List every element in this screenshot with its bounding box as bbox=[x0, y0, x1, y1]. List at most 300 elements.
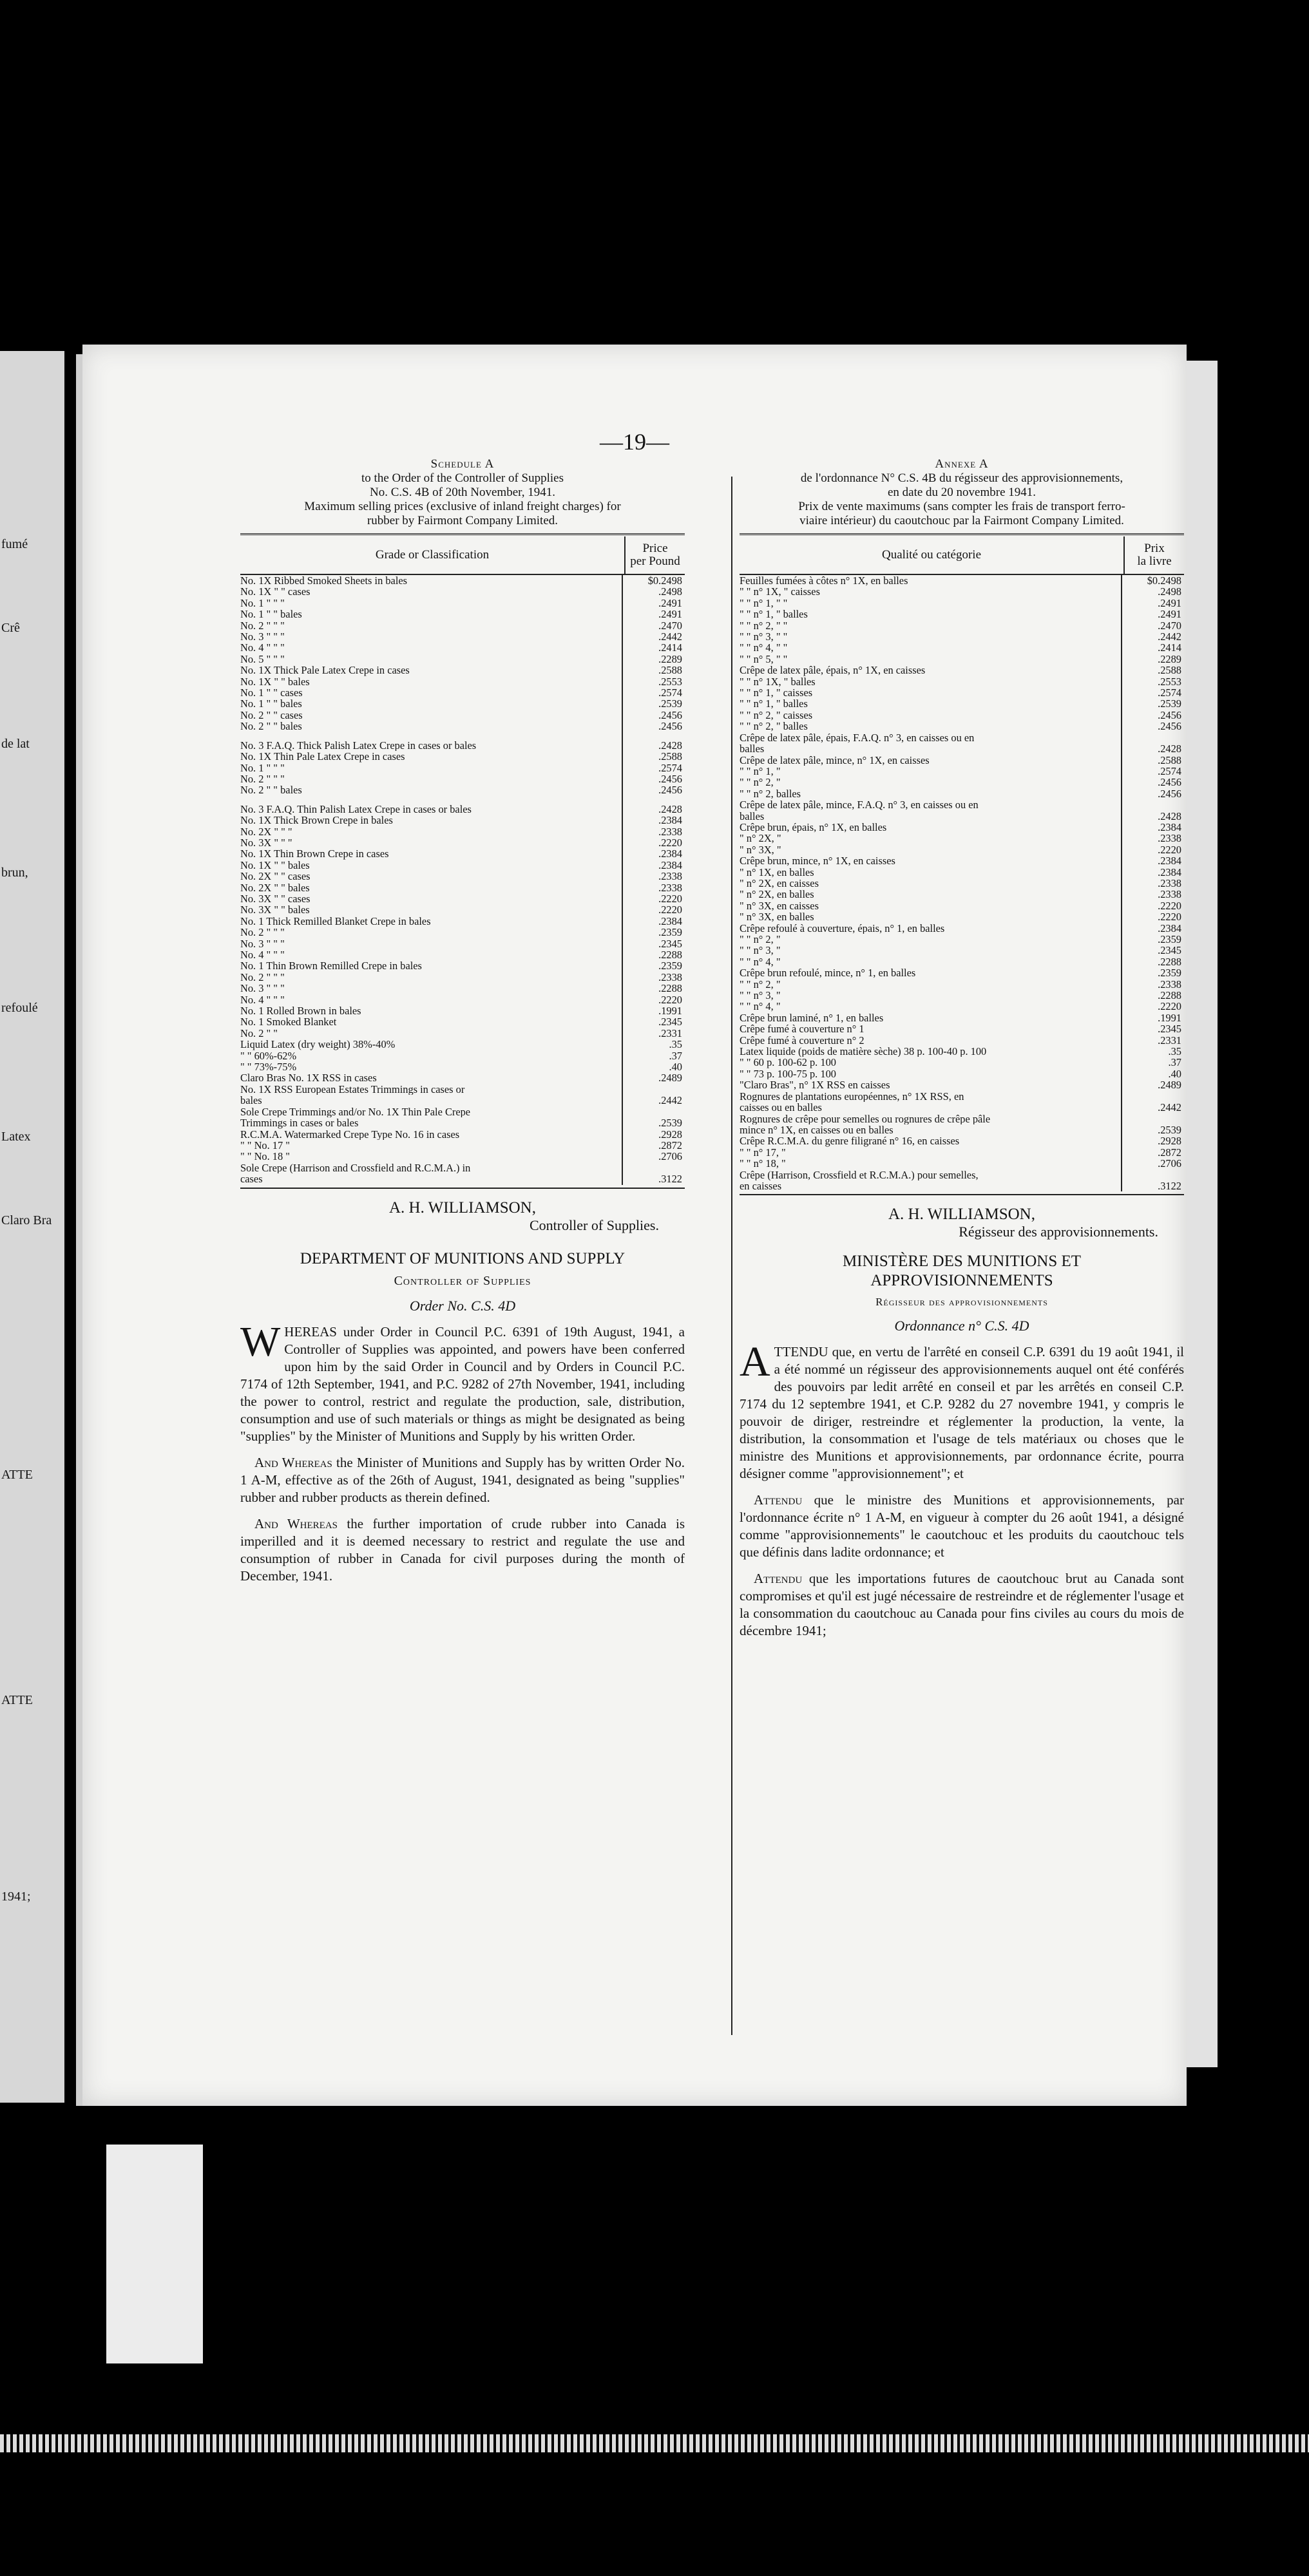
table-row bbox=[240, 721, 685, 732]
price-cell: .2574 bbox=[1122, 766, 1184, 777]
controller-heading: Controller of Supplies bbox=[394, 1273, 531, 1288]
signature-title: Controller of Supplies. bbox=[529, 1217, 659, 1233]
price-cell bbox=[622, 732, 685, 740]
paragraph bbox=[740, 1492, 1184, 1561]
price-table bbox=[240, 575, 685, 1185]
price-cell: .2289 bbox=[1122, 654, 1184, 665]
price-cell: .2539 bbox=[622, 698, 685, 709]
table-row bbox=[240, 893, 685, 904]
table-row bbox=[240, 642, 685, 653]
grade-cell: " " n° 4, " bbox=[740, 1001, 781, 1012]
lead-word: TTENDU bbox=[774, 1344, 828, 1360]
grade-cell: No. 1 " " " bbox=[240, 597, 285, 609]
table-row bbox=[240, 1095, 685, 1106]
price-cell: .37 bbox=[1122, 1057, 1184, 1068]
table-row bbox=[740, 721, 1184, 732]
table-row bbox=[740, 1124, 1184, 1135]
price-cell: .2588 bbox=[1122, 665, 1184, 676]
price-cell: .2338 bbox=[1122, 833, 1184, 844]
table-row bbox=[740, 878, 1184, 889]
table-row bbox=[740, 755, 1184, 766]
grade-cell: " " n° 4, " " bbox=[740, 642, 788, 654]
grade-cell: No. 2 " " cases bbox=[240, 709, 303, 721]
grade-cell: " " n° 18, " bbox=[740, 1158, 786, 1170]
table-row bbox=[740, 855, 1184, 866]
table-row bbox=[740, 1068, 1184, 1079]
table-row bbox=[740, 1180, 1184, 1191]
price-cell: .2359 bbox=[622, 960, 685, 971]
grade-cell: " " 60%-62% bbox=[240, 1050, 297, 1062]
price-cell: .2384 bbox=[622, 848, 685, 859]
price-cell: .2588 bbox=[1122, 755, 1184, 766]
price-cell: .2338 bbox=[1122, 878, 1184, 889]
table-row bbox=[740, 900, 1184, 911]
table-row bbox=[740, 967, 1184, 978]
price-cell bbox=[622, 1162, 685, 1173]
price-cell: .2872 bbox=[1122, 1147, 1184, 1158]
price-cell: .2338 bbox=[1122, 979, 1184, 990]
grade-cell: Crêpe brun laminé, n° 1, en balles bbox=[740, 1012, 884, 1024]
price-cell: .2288 bbox=[1122, 956, 1184, 967]
grade-cell: No. 1X Thick Brown Crepe in bales bbox=[240, 815, 393, 826]
table-row bbox=[240, 960, 685, 971]
table-row bbox=[740, 1035, 1184, 1046]
grade-cell: " " 73%-75% bbox=[240, 1061, 297, 1073]
paper-slip bbox=[106, 2145, 203, 2363]
table-header bbox=[740, 536, 1184, 575]
table-row bbox=[240, 687, 685, 698]
price-cell: .2345 bbox=[1122, 945, 1184, 956]
price-header-line: Prix bbox=[1144, 542, 1165, 555]
table-row bbox=[240, 1151, 685, 1162]
table-row bbox=[740, 990, 1184, 1001]
table-row bbox=[740, 956, 1184, 967]
page-edge bbox=[76, 354, 82, 2106]
grade-cell: No. 3 " " " bbox=[240, 983, 285, 994]
table-row bbox=[740, 654, 1184, 665]
table-row bbox=[740, 911, 1184, 922]
price-cell: .2414 bbox=[1122, 642, 1184, 653]
schedule-line: rubber by Fairmont Company Limited. bbox=[367, 514, 559, 527]
price-header-line: la livre bbox=[1137, 554, 1172, 568]
lead-word: Attendu bbox=[754, 1492, 803, 1508]
table-row bbox=[740, 1170, 1184, 1180]
table-row bbox=[240, 796, 685, 804]
price-cell: .2331 bbox=[1122, 1035, 1184, 1046]
price-table bbox=[740, 575, 1184, 1191]
table-row bbox=[240, 732, 685, 740]
table-rule bbox=[740, 1194, 1184, 1195]
grade-cell: " " No. 17 " bbox=[240, 1139, 290, 1151]
grade-cell: " n° 2X, " bbox=[740, 833, 781, 844]
grade-cell: Feuilles fumées à côtes n° 1X, en balles bbox=[740, 575, 908, 587]
grade-cell: " n° 1X, en balles bbox=[740, 866, 814, 878]
grade-cell: No. 3 " " " bbox=[240, 631, 285, 643]
table-row bbox=[240, 631, 685, 642]
price-cell: .2470 bbox=[1122, 620, 1184, 631]
table-row bbox=[240, 1050, 685, 1061]
price-cell: .2456 bbox=[622, 721, 685, 732]
grade-cell bbox=[240, 796, 622, 804]
table-row bbox=[240, 1106, 685, 1117]
grade-cell: " " n° 3, " bbox=[740, 945, 781, 956]
price-cell: .2706 bbox=[622, 1151, 685, 1162]
price-cell: .2384 bbox=[622, 815, 685, 826]
drop-cap: A bbox=[740, 1338, 770, 1386]
left-fragment: fumé bbox=[1, 537, 28, 551]
price-cell bbox=[1122, 1091, 1184, 1102]
grade-cell: No. 1 Thin Brown Remilled Crepe in bales bbox=[240, 960, 422, 972]
price-cell: .2288 bbox=[622, 949, 685, 960]
grade-cell: Crêpe brun, épais, n° 1X, en balles bbox=[740, 821, 887, 833]
left-fragment: brun, bbox=[1, 866, 28, 880]
price-cell: .2359 bbox=[1122, 934, 1184, 945]
price-cell: .2574 bbox=[1122, 687, 1184, 698]
grade-cell: " " n° 2, balles bbox=[740, 788, 801, 800]
price-cell: .2384 bbox=[1122, 855, 1184, 866]
price-cell: .2220 bbox=[1122, 911, 1184, 922]
paragraph-text: the Minister of Munitions and Supply has by written Order No. 1 A-M, effective as of the 26th of August, 1941, designated as being "supplies" rubber and rubber products as therein defined. bbox=[240, 1454, 685, 1505]
price-cell: .37 bbox=[622, 1050, 685, 1061]
table-row bbox=[240, 762, 685, 773]
table-row bbox=[740, 889, 1184, 900]
english-column bbox=[240, 457, 685, 1585]
grade-cell: " " n° 1, " balles bbox=[740, 698, 808, 710]
grade-cell: " " n° 4, " bbox=[740, 956, 781, 968]
grade-cell: " " n° 3, " " bbox=[740, 631, 788, 643]
table-row bbox=[740, 598, 1184, 609]
table-row bbox=[240, 740, 685, 751]
grade-cell: Crêpe refoulé à couverture, épais, n° 1, en balles bbox=[740, 922, 945, 934]
table-row bbox=[740, 642, 1184, 653]
table-row bbox=[240, 609, 685, 620]
grade-cell: " n° 3X, en balles bbox=[740, 911, 814, 923]
grade-cell: No. 1X Thin Brown Crepe in cases bbox=[240, 848, 389, 860]
price-cell: .2456 bbox=[1122, 777, 1184, 788]
price-cell: .2442 bbox=[1122, 1102, 1184, 1113]
price-cell: .2442 bbox=[622, 1095, 685, 1106]
grade-cell: " " n° 2, " caisses bbox=[740, 709, 813, 721]
table-row bbox=[240, 773, 685, 784]
document-page bbox=[82, 345, 1187, 2106]
table-row bbox=[240, 848, 685, 859]
grade-cell: " " n° 1, " " bbox=[740, 597, 788, 609]
grade-cell: " n° 3X, en caisses bbox=[740, 900, 819, 912]
grade-cell: No. 2 " " bales bbox=[240, 784, 302, 796]
order-number: Order No. C.S. 4D bbox=[409, 1297, 516, 1314]
grade-cell: No. 1 " " " bbox=[240, 762, 285, 773]
grade-cell: "Claro Bras", n° 1X RSS en caisses bbox=[740, 1079, 890, 1091]
table-row bbox=[240, 1039, 685, 1050]
grade-cell: mince n° 1X, en caisses ou en balles bbox=[740, 1124, 893, 1136]
schedule-title: Schedule A bbox=[430, 457, 495, 471]
table-row bbox=[240, 1129, 685, 1140]
table-row bbox=[740, 934, 1184, 945]
paragraph-text: que, en vertu de l'arrêté en conseil C.P. 6391 du 19 août 1941, il a été nommé un régisseur des approvisionnements auquel ont été conférés des pouvoirs par ledit arrêté en conseil et par les arrêtés en conseil C.P. 7174 du 12 septembre 1941, et C.P. 9282 du 27 novembre 1941, y compris le pouvoir de diriger, restreindre et réglementer la production, la vente, la distribution, la consommation et l'usage de tels matériaux ou choses que le ministre des Munitions et approvisionnements, par ordonnance écrite, pourra désigner comme "approvisionnement"; et bbox=[740, 1344, 1184, 1482]
grade-cell: No. 2 " " bales bbox=[240, 721, 302, 732]
grade-cell: Crêpe de latex pâle, épais, n° 1X, en caisses bbox=[740, 665, 926, 676]
grade-cell: No. 1 Rolled Brown in bales bbox=[240, 1005, 361, 1017]
grade-cell: balles bbox=[740, 743, 765, 755]
table-row bbox=[740, 945, 1184, 956]
paragraph bbox=[240, 1454, 685, 1506]
price-cell: .35 bbox=[1122, 1046, 1184, 1057]
price-header-line: Price bbox=[642, 542, 668, 555]
grade-cell: " " 60 p. 100-62 p. 100 bbox=[740, 1057, 836, 1068]
grade-cell bbox=[240, 732, 622, 740]
price-cell bbox=[1122, 1113, 1184, 1124]
page-edge bbox=[1187, 361, 1218, 2067]
price-cell: .2331 bbox=[622, 1028, 685, 1039]
paragraph bbox=[740, 1338, 1184, 1482]
grade-cell: No. 1 Thick Remilled Blanket Crepe in bales bbox=[240, 915, 431, 927]
table-row bbox=[240, 1028, 685, 1039]
grade-cell: R.C.M.A. Watermarked Crepe Type No. 16 in cases bbox=[240, 1128, 460, 1140]
price-cell: .2345 bbox=[622, 1016, 685, 1027]
table-row bbox=[740, 620, 1184, 631]
price-cell: .2414 bbox=[622, 642, 685, 653]
lead-word: And Whereas bbox=[254, 1454, 332, 1470]
table-row bbox=[740, 586, 1184, 597]
price-cell: .2220 bbox=[1122, 900, 1184, 911]
table-row bbox=[240, 949, 685, 960]
table-row bbox=[240, 665, 685, 676]
paragraph-text: que le ministre des Munitions et approvisionnements, par l'ordonnance écrite n° 1 A-M, en vigueur à compter du 26 août 1941, a désigné comme "approvisionnements" le caoutchouc et les produits du caoutchouc tels que définis dans ladite ordonnance; et bbox=[740, 1492, 1184, 1560]
grade-cell: No. 1X " " bales bbox=[240, 676, 310, 688]
price-cell: .2456 bbox=[1122, 721, 1184, 732]
table-row bbox=[740, 631, 1184, 642]
price-cell bbox=[622, 796, 685, 804]
table-row bbox=[740, 766, 1184, 777]
price-cell: .2491 bbox=[622, 609, 685, 620]
price-cell: .2706 bbox=[1122, 1158, 1184, 1169]
table-row bbox=[240, 938, 685, 949]
grade-cell: No. 3X " " bales bbox=[240, 904, 310, 916]
grade-cell: " " n° 1, " bbox=[740, 765, 781, 777]
price-cell: .2553 bbox=[1122, 676, 1184, 687]
table-row bbox=[740, 777, 1184, 788]
table-row bbox=[240, 598, 685, 609]
price-cell bbox=[622, 1084, 685, 1095]
table-row bbox=[740, 1113, 1184, 1124]
price-cell: .2574 bbox=[622, 762, 685, 773]
table-row bbox=[240, 751, 685, 762]
table-row bbox=[240, 586, 685, 597]
table-row bbox=[740, 609, 1184, 620]
grade-cell: Rognures de crêpe pour semelles ou rognures de crêpe pâle bbox=[740, 1113, 991, 1124]
film-edge bbox=[0, 2434, 1309, 2452]
grade-cell: Crêpe de latex pâle, mince, n° 1X, en caisses bbox=[740, 754, 930, 766]
table-row bbox=[240, 837, 685, 848]
order-number: Ordonnance n° C.S. 4D bbox=[894, 1318, 1029, 1334]
schedule-line: No. C.S. 4B of 20th November, 1941. bbox=[370, 486, 555, 499]
grade-cell: balles bbox=[740, 810, 765, 822]
table-row bbox=[240, 698, 685, 709]
table-row bbox=[240, 575, 685, 586]
grade-cell: No. 3X " " cases bbox=[240, 893, 311, 905]
grade-cell: " n° 3X, " bbox=[740, 844, 781, 856]
table-row bbox=[240, 620, 685, 631]
price-cell: .2456 bbox=[622, 773, 685, 784]
column-divider bbox=[731, 477, 732, 2035]
price-cell bbox=[1122, 732, 1184, 743]
price-cell: .2588 bbox=[622, 751, 685, 762]
price-cell: .2428 bbox=[1122, 743, 1184, 754]
left-fragment: 1941; bbox=[1, 1889, 31, 1904]
grade-cell: No. 2X " " bales bbox=[240, 882, 310, 893]
signature-title: Régisseur des approvisionnements. bbox=[959, 1224, 1158, 1240]
price-cell: .3122 bbox=[1122, 1180, 1184, 1191]
schedule-title: Annexe A bbox=[935, 457, 989, 471]
table-row bbox=[240, 784, 685, 795]
table-row bbox=[740, 1158, 1184, 1169]
price-cell: .2491 bbox=[622, 598, 685, 609]
french-column bbox=[740, 457, 1184, 1640]
grade-cell: en caisses bbox=[740, 1180, 782, 1192]
price-cell: .3122 bbox=[622, 1173, 685, 1184]
price-cell: .2928 bbox=[1122, 1135, 1184, 1146]
department-heading: MINISTÈRE DES MUNITIONS ET bbox=[842, 1253, 1082, 1271]
table-row bbox=[740, 822, 1184, 833]
grade-cell: bales bbox=[240, 1095, 262, 1106]
price-cell: .2345 bbox=[1122, 1023, 1184, 1034]
price-cell: .2470 bbox=[622, 620, 685, 631]
table-row bbox=[740, 1091, 1184, 1102]
price-cell: .2338 bbox=[622, 972, 685, 983]
price-cell: .2288 bbox=[622, 983, 685, 994]
grade-cell: caisses ou en balles bbox=[740, 1102, 822, 1113]
price-cell: .2338 bbox=[622, 826, 685, 837]
grade-cell: No. 4 " " " bbox=[240, 994, 285, 1006]
schedule-line: Prix de vente maximums (sans compter les frais de transport ferro- bbox=[798, 500, 1125, 513]
grade-cell: " " n° 1, " balles bbox=[740, 609, 808, 620]
grade-cell: No. 4 " " " bbox=[240, 949, 285, 961]
table-row bbox=[740, 923, 1184, 934]
price-cell bbox=[622, 1106, 685, 1117]
grade-cell: No. 1X " " bales bbox=[240, 859, 310, 871]
table-row bbox=[240, 654, 685, 665]
table-row bbox=[240, 972, 685, 983]
grade-cell: " " No. 18 " bbox=[240, 1151, 290, 1162]
grade-cell: No. 1X Thick Pale Latex Crepe in cases bbox=[240, 665, 410, 676]
table-row bbox=[240, 927, 685, 938]
table-row bbox=[740, 1135, 1184, 1146]
price-cell: .2359 bbox=[622, 927, 685, 938]
grade-cell: No. 2 " " " bbox=[240, 927, 285, 938]
price-cell: .2574 bbox=[622, 687, 685, 698]
grade-cell: No. 1X Ribbed Smoked Sheets in bales bbox=[240, 575, 408, 587]
table-row bbox=[740, 799, 1184, 810]
grade-cell: No. 1 " " bales bbox=[240, 609, 302, 620]
table-row bbox=[740, 788, 1184, 799]
left-fragment: de lat bbox=[1, 737, 30, 751]
table-row bbox=[740, 676, 1184, 687]
table-row bbox=[240, 1072, 685, 1083]
table-row bbox=[240, 904, 685, 915]
grade-cell: Crêpe fumé à couverture n° 1 bbox=[740, 1023, 865, 1035]
price-cell: .2220 bbox=[622, 893, 685, 904]
grade-cell: " " n° 3, " bbox=[740, 990, 781, 1001]
price-cell: .2384 bbox=[1122, 867, 1184, 878]
price-cell: .2456 bbox=[622, 784, 685, 795]
grade-cell: No. 3 F.A.Q. Thick Palish Latex Crepe in cases or bales bbox=[240, 739, 477, 752]
grade-cell: cases bbox=[240, 1173, 263, 1185]
grade-cell: Trimmings in cases or bales bbox=[240, 1117, 359, 1129]
controller-heading: Régisseur des approvisionnements bbox=[875, 1296, 1048, 1309]
price-cell: .2338 bbox=[622, 882, 685, 893]
price-cell: .2384 bbox=[622, 916, 685, 927]
price-cell: .2384 bbox=[1122, 923, 1184, 934]
table-rule bbox=[240, 1188, 685, 1189]
grade-cell: " " 73 p. 100-75 p. 100 bbox=[740, 1068, 836, 1080]
table-row bbox=[240, 804, 685, 815]
price-header bbox=[626, 542, 685, 568]
price-cell: .2456 bbox=[622, 710, 685, 721]
price-cell: .2872 bbox=[622, 1140, 685, 1151]
table-row bbox=[240, 916, 685, 927]
price-cell: .2539 bbox=[1122, 1124, 1184, 1135]
price-cell: .1991 bbox=[622, 1005, 685, 1016]
schedule-line: viaire intérieur) du caoutchouc par la Fairmont Company Limited. bbox=[799, 514, 1124, 527]
grade-cell: No. 1 " " bales bbox=[240, 698, 302, 710]
table-row bbox=[740, 1023, 1184, 1034]
table-row bbox=[240, 1005, 685, 1016]
table-row bbox=[740, 1046, 1184, 1057]
table-row bbox=[240, 1140, 685, 1151]
price-cell: .2220 bbox=[622, 904, 685, 915]
grade-cell: No. 1X Thin Pale Latex Crepe in cases bbox=[240, 751, 405, 762]
grade-cell: Crêpe (Harrison, Crossfield et R.C.M.A.) pour semelles, bbox=[740, 1169, 979, 1180]
grade-cell: Crêpe de latex pâle, mince, F.A.Q. n° 3, en caisses ou en bbox=[740, 799, 979, 811]
price-cell: .2220 bbox=[622, 994, 685, 1005]
left-page-fragment bbox=[0, 351, 64, 2103]
table-row bbox=[740, 710, 1184, 721]
price-cell: .2220 bbox=[1122, 1001, 1184, 1012]
grade-header: Grade or Classification bbox=[240, 536, 626, 574]
price-cell: .2384 bbox=[1122, 822, 1184, 833]
price-header bbox=[1125, 542, 1184, 568]
table-row bbox=[240, 710, 685, 721]
grade-cell: No. 5 " " " bbox=[240, 653, 285, 665]
grade-cell: No. 2X " " " bbox=[240, 826, 292, 837]
grade-cell: Crêpe fumé à couverture n° 2 bbox=[740, 1034, 865, 1046]
price-cell: .2553 bbox=[622, 676, 685, 687]
grade-cell: Sole Crepe (Harrison and Crossfield and R.C.M.A.) in bbox=[240, 1162, 471, 1174]
table-row bbox=[740, 575, 1184, 586]
price-cell: .2428 bbox=[622, 804, 685, 815]
paragraph bbox=[740, 1570, 1184, 1640]
price-header-line: per Pound bbox=[630, 554, 680, 568]
table-row bbox=[740, 1102, 1184, 1113]
grade-cell: Latex liquide (poids de matière sèche) 38 p. 100-40 p. 100 bbox=[740, 1046, 987, 1057]
table-row bbox=[740, 1079, 1184, 1090]
grade-header: Qualité ou catégorie bbox=[740, 536, 1125, 574]
grade-cell: " " n° 1X, " balles bbox=[740, 676, 816, 688]
grade-cell: " " n° 1X, " caisses bbox=[740, 586, 820, 598]
grade-cell: No. 1 Smoked Blanket bbox=[240, 1016, 337, 1028]
price-cell: .35 bbox=[622, 1039, 685, 1050]
grade-cell: Rognures de plantations européennes, n° 1X RSS, en bbox=[740, 1090, 964, 1103]
price-cell: .2345 bbox=[622, 938, 685, 949]
table-row bbox=[740, 698, 1184, 709]
price-cell: .40 bbox=[1122, 1068, 1184, 1079]
grade-cell: No. 1X " " cases bbox=[240, 586, 311, 598]
lead-word: HEREAS bbox=[284, 1323, 337, 1340]
price-cell: .2928 bbox=[622, 1129, 685, 1140]
grade-cell: Crêpe brun refoulé, mince, n° 1, en balles bbox=[740, 967, 916, 979]
price-cell: .2220 bbox=[622, 837, 685, 848]
table-row bbox=[240, 860, 685, 871]
